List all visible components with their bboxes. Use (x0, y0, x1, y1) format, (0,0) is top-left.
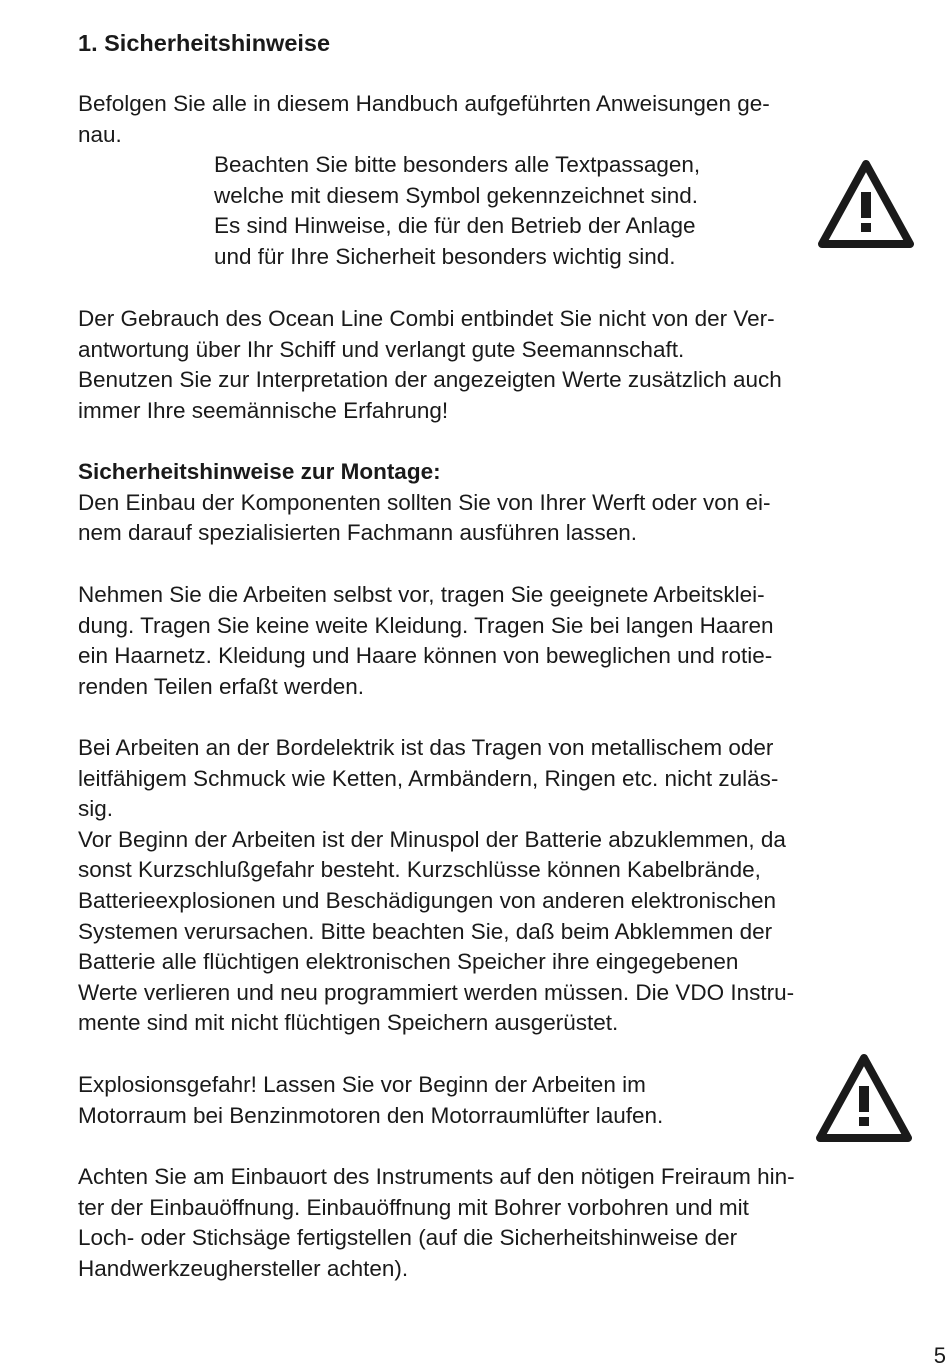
text-line: ein Haarnetz. Kleidung und Haare können von beweglichen und rotie- (78, 643, 773, 669)
text-line: Achten Sie am Einbauort des Instruments auf den nötigen Freiraum hin- (78, 1164, 795, 1189)
text-line: Vor Beginn der Arbeiten ist der Minuspol der Batterie abzuklemmen, da (78, 826, 786, 852)
text-line: Der Gebrauch des Ocean Line Combi entbindet Sie nicht von der Ver- (78, 306, 775, 331)
intro-line: Befolgen Sie alle in diesem Handbuch aufgeführten Anweisungen ge- (78, 91, 770, 116)
warning-note-line: Explosionsgefahr! Lassen Sie vor Beginn der Arbeiten im (78, 1072, 646, 1097)
mounting-subheading: Sicherheitshinweise zur Montage: (78, 459, 441, 484)
warning-note-text (214, 150, 794, 272)
text-line: immer Ihre seemännische Erfahrung! (78, 397, 449, 423)
explosion-warning-text (78, 1070, 798, 1131)
text-line: sig. (78, 796, 114, 822)
text-line: Loch- oder Stichsäge fertigstellen (auf die Sicherheitshinweise der (78, 1225, 738, 1251)
text-line: Benutzen Sie zur Interpretation der angezeigten Werte zusätzlich auch (78, 367, 782, 393)
warning-note-line: und für Ihre Sicherheit besonders wichtig sind. (214, 243, 676, 269)
text-line: ter der Einbauöffnung. Einbauöffnung mit Bohrer vorbohren und mit (78, 1194, 749, 1220)
section-heading: 1. Sicherheitshinweise (78, 30, 331, 56)
text-line: Handwerkzeughersteller achten). (78, 1255, 409, 1281)
text-line: Bei Arbeiten an der Bordelektrik ist das Tragen von metallischem oder (78, 735, 774, 760)
page-number: 5 (933, 1343, 946, 1368)
text-line: antwortung über Ihr Schiff und verlangt gute Seemannschaft. (78, 336, 685, 362)
text-line: Den Einbau der Komponenten sollten Sie von Ihrer Werft oder von ei- (78, 489, 771, 515)
manual-page (78, 0, 918, 1368)
text-line: mente sind mit nicht flüchtigen Speichern ausgerüstet. (78, 1010, 619, 1036)
text-line: Werte verlieren und neu programmiert werden müssen. Die VDO Instru- (78, 979, 795, 1005)
text-line: Batterieexplosionen und Beschädigungen von anderen elektronischen (78, 887, 777, 913)
intro-paragraph (78, 89, 918, 150)
text-line: Batterie alle flüchtigen elektronischen Speicher ihre eingegebenen (78, 949, 739, 975)
text-line: renden Teilen erfaßt werden. (78, 673, 365, 699)
responsibility-paragraph (78, 304, 918, 426)
warning-note-line: Beachten Sie bitte besonders alle Textpassagen, (214, 152, 701, 177)
text-line: Systemen verursachen. Bitte beachten Sie, daß beim Abklemmen der (78, 918, 773, 944)
text-line: leitfähigem Schmuck wie Ketten, Armbändern, Ringen etc. nicht zuläs- (78, 765, 779, 791)
text-line: Nehmen Sie die Arbeiten selbst vor, tragen Sie geeignete Arbeitsklei- (78, 582, 765, 607)
warning-note-line: Es sind Hinweise, die für den Betrieb der Anlage (214, 213, 696, 239)
text-line: dung. Tragen Sie keine weite Kleidung. Tragen Sie bei langen Haaren (78, 612, 774, 638)
text-line: sonst Kurzschlußgefahr besteht. Kurzschlüsse können Kabelbrände, (78, 857, 761, 883)
intro-line: nau. (78, 121, 122, 147)
cutout-paragraph (78, 1162, 918, 1284)
clothing-paragraph (78, 580, 918, 702)
warning-note-line: Motorraum bei Benzinmotoren den Motorraumlüfter laufen. (78, 1102, 664, 1128)
warning-triangle-icon (814, 1050, 914, 1144)
electrics-paragraph (78, 733, 918, 1039)
warning-triangle-icon (816, 156, 916, 250)
warning-note-line: welche mit diesem Symbol gekennzeichnet sind. (214, 182, 698, 208)
mounting-section (78, 457, 918, 549)
text-line: nem darauf spezialisierten Fachmann ausführen lassen. (78, 520, 638, 546)
